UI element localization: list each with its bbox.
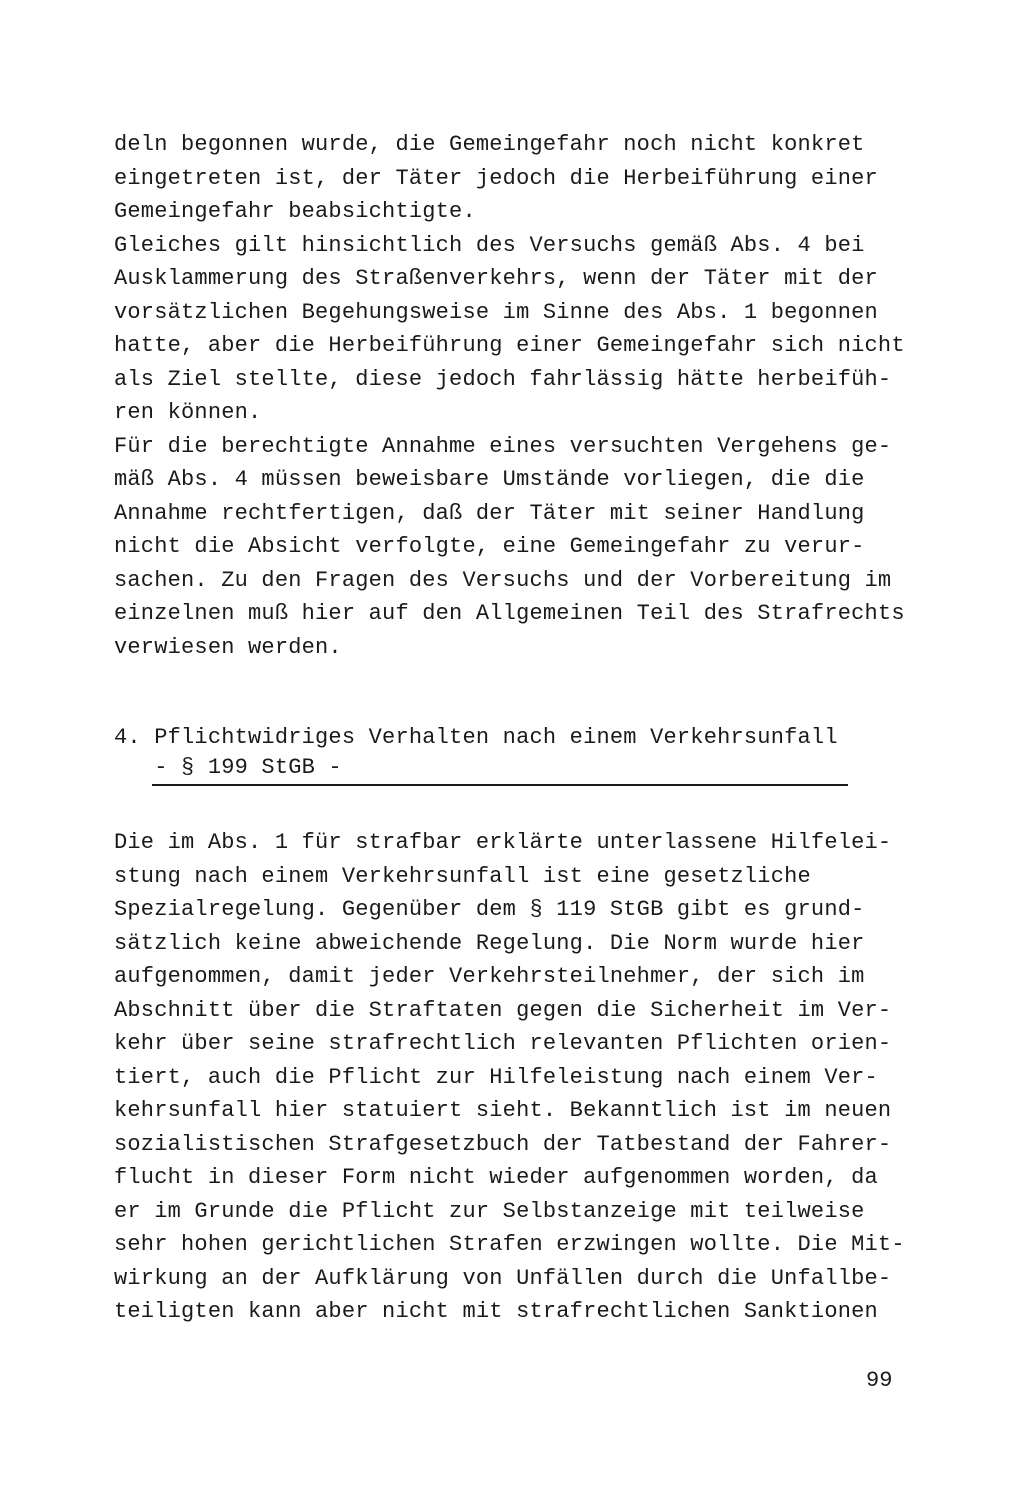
text-line: nicht die Absicht verfolgte, eine Gemeingefahr zu verur- (114, 534, 865, 559)
text-line: Für die berechtigte Annahme eines versuchten Vergehens ge- (114, 433, 892, 459)
text-line: er im Grunde die Pflicht zur Selbstanzeige mit teilweise (114, 1198, 865, 1224)
text-line: eingetreten ist, der Täter jedoch die Herbeiführung einer (114, 165, 878, 191)
text-line: Gemeingefahr beabsichtigte. (114, 199, 476, 224)
text-line: Abschnitt über die Straftaten gegen die Sicherheit im Ver- (114, 997, 892, 1023)
text-line: sozialistischen Strafgesetzbuch der Tatbestand der Fahrer- (114, 1131, 892, 1157)
paragraph-2 (114, 826, 914, 1329)
text-line: Gleiches gilt hinsichtlich des Versuchs gemäß Abs. 4 bei (114, 232, 865, 258)
text-line: einzelnen muß hier auf den Allgemeinen Teil des Strafrechts (114, 601, 905, 626)
text-line: sehr hohen gerichtlichen Strafen erzwingen wollte. Die Mit- (114, 1232, 905, 1257)
text-line: stung nach einem Verkehrsunfall ist eine gesetzliche (114, 863, 811, 889)
text-line: sachen. Zu den Fragen des Versuchs und der Vorbereitung im (114, 567, 892, 593)
section-heading-title: 4. Pflichtwidriges Verhalten nach einem Verkehrsunfall (114, 725, 838, 750)
text-line: ren können. (114, 400, 262, 425)
text-line: als Ziel stellte, diese jedoch fahrlässig hätte herbeifüh- (114, 366, 892, 392)
page-number: 99 (866, 1368, 893, 1393)
text-line: kehrsunfall hier statuiert sieht. Bekanntlich ist im neuen (114, 1098, 892, 1123)
text-line: Die im Abs. 1 für strafbar erklärte unterlassene Hilfelei- (114, 830, 892, 855)
text-line: aufgenommen, damit jeder Verkehrsteilnehmer, der sich im (114, 964, 865, 989)
section-heading-statute: - § 199 StGB - (114, 755, 342, 780)
text-line: tiert, auch die Pflicht zur Hilfeleistung nach einem Ver- (114, 1064, 878, 1090)
text-line: mäß Abs. 4 müssen beweisbare Umstände vorliegen, die die (114, 467, 865, 492)
section-heading (114, 723, 838, 783)
text-line: Annahme rechtfertigen, daß der Täter mit seiner Handlung (114, 500, 865, 526)
text-line: Spezialregelung. Gegenüber dem § 119 StGB gibt es grund- (114, 897, 865, 922)
text-line: kehr über seine strafrechtlich relevanten Pflichten orien- (114, 1031, 892, 1056)
paragraph-1 (114, 128, 914, 664)
text-line: verwiesen werden. (114, 634, 342, 660)
text-line: wirkung an der Aufklärung von Unfällen durch die Unfallbe- (114, 1265, 892, 1291)
text-line: teiligten kann aber nicht mit strafrechtlichen Sanktionen (114, 1299, 878, 1324)
text-line: sätzlich keine abweichende Regelung. Die Norm wurde hier (114, 930, 865, 956)
text-line: hatte, aber die Herbeiführung einer Gemeingefahr sich nicht (114, 333, 905, 358)
text-line: deln begonnen wurde, die Gemeingefahr noch nicht konkret (114, 132, 865, 157)
text-line: Ausklammerung des Straßenverkehrs, wenn der Täter mit der (114, 266, 878, 291)
text-line: vorsätzlichen Begehungsweise im Sinne des Abs. 1 begonnen (114, 299, 878, 325)
text-line: flucht in dieser Form nicht wieder aufgenommen worden, da (114, 1165, 878, 1190)
heading-underline (152, 784, 848, 786)
